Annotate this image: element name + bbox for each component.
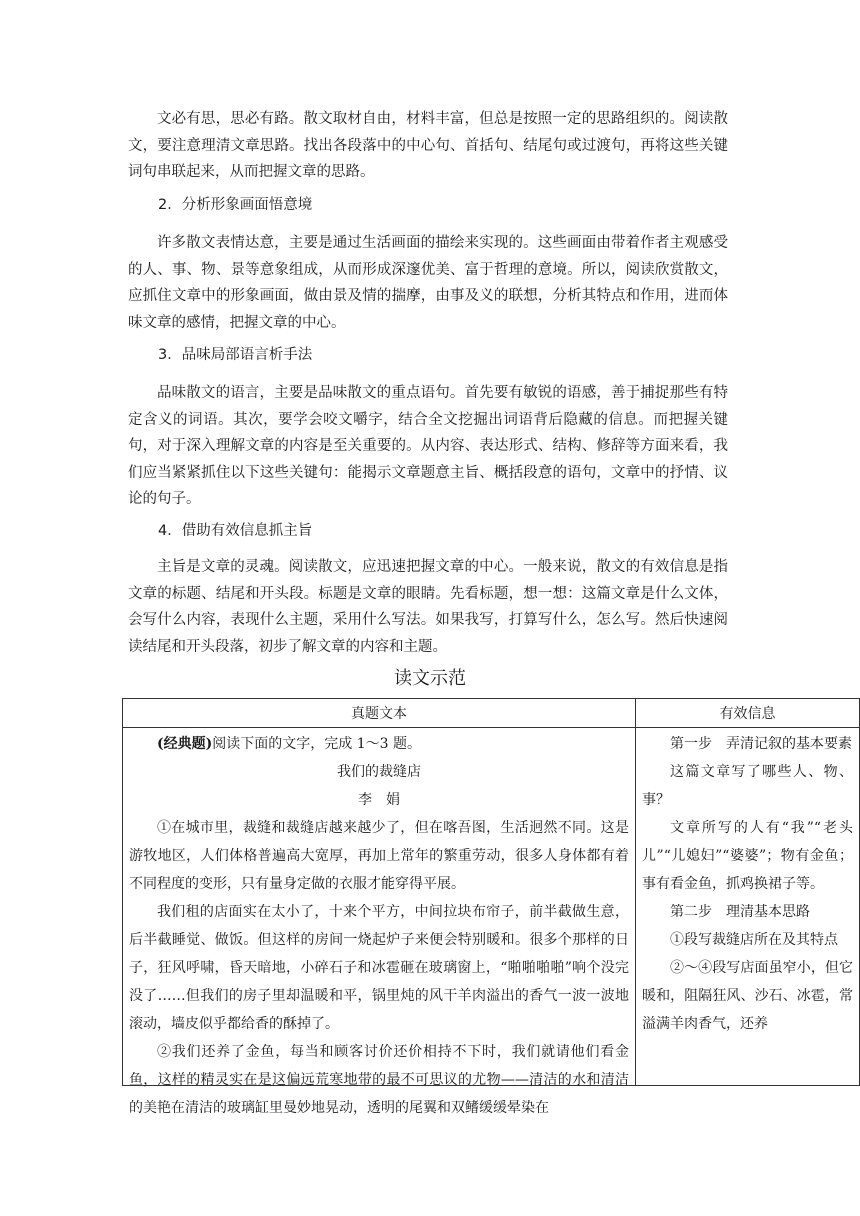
info-answer: 文章所写的人有“我”“老头儿”“儿媳妇”“婆婆”；物有金鱼；事有看金鱼，抓鸡换裙子等。: [642, 820, 853, 892]
question-text: 阅读下面的文字，完成 1～3 题。: [212, 736, 421, 752]
essay-paragraph: 我们租的店面实在太小了，十来个平方，中间拉块布帘子，前半截做生意，后半截睡觉、做饭。但这样的房间一烧起炉子来便会特别暖和。很多个那样的日子，狂风呼啸，昏天暗地，小碎石子和冰雹砸在玻璃窗上，“啪啪啪啪”响个没完没了……但我们的房子里却温暖和平，锅里炖的风干羊肉溢出的香气一波一波地滚动，墙皮似乎都给香的酥掉了。: [129, 904, 629, 1032]
info-para-2-4: ②～④段写店面虽窄小，但它暖和，阻隔狂风、沙石、冰雹，常溢满羊肉香气，还养: [642, 960, 853, 1032]
section-title: 读文示范: [394, 668, 466, 689]
header-effective-info: 有效信息: [636, 699, 860, 728]
essay-author: 李 娟: [358, 792, 400, 808]
method-4-text: 主旨是文章的灵魂。阅读散文，应迅速把握文章的中心。一般来说，散文的有效信息是指文章的标题、结尾和开头段。标题是文章的眼睛。先看标题，想一想：这篇文章是什么文体，会写什么内容，表现什么主题，采用什么写法。如果我写，打算写什么，怎么写。然后快速阅读结尾和开头段落，初步了解文章的内容和主题。: [128, 559, 728, 655]
info-step-1: 第一步 弄清记叙的基本要素: [670, 736, 852, 752]
reading-demo-table: [122, 698, 860, 1116]
essay-paragraph: ①在城市里，裁缝和裁缝店越来越少了，但在喀吾图，生活迥然不同。这是游牧地区，人们体格普遍高大宽厚，再加上常年的繁重劳动，很多人身体都有着不同程度的变形，只有量身定做的衣服才能穿得平展。: [129, 820, 629, 892]
effective-info-cell: [636, 728, 860, 1086]
essay-paragraph: ②我们还养了金鱼，每当和顾客讨价还价相持不下时，我们就请他们看金鱼，这样的精灵实在是这偏远荒寒地带的最不可思议的尤物——清洁的水和清洁的美艳在清洁的玻璃缸里曼妙地晃动，透明的尾翼和双鳍缓缓晕染在: [129, 1044, 629, 1116]
table-header-row: [123, 699, 860, 728]
intro-paragraph: 文必有思，思必有路。散文取材自由，材料丰富，但总是按照一定的思路组织的。阅读散文，要注意理清文章思路。找出各段落中的中心句、首括句、结尾句或过渡句，再将这些关键词句串联起来，从而把握文章的思路。: [128, 111, 728, 180]
method-4-heading: 4．借助有效信息抓主旨: [158, 523, 313, 539]
original-text-cell: [123, 728, 636, 1116]
method-2-heading: 2．分析形象画面悟意境: [158, 197, 313, 213]
method-3-heading: 3．品味局部语言析手法: [158, 347, 313, 363]
method-3-text: 品味散文的语言，主要是品味散文的重点语句。首先要有敏锐的语感，善于捕捉那些有特定含义的词语。其次，要学会咬文嚼字，结合全文挖掘出词语背后隐藏的信息。而把握关键句，对于深入理解文章的内容是至关重要的。从内容、表达形式、结构、修辞等方面来看，我们应当紧紧抓住以下这些关键句：能揭示文章题意主旨、概括段意的语句，文章中的抒情、议论的句子。: [128, 385, 728, 507]
essay-title: 我们的裁缝店: [337, 764, 421, 780]
question-tag: (经典题): [157, 736, 213, 752]
table-body-row: [123, 728, 860, 1086]
info-question: 这篇文章写了哪些人、物、事？: [642, 764, 853, 808]
method-2-text: 许多散文表情达意，主要是通过生活画面的描绘来实现的。这些画面由带着作者主观感受的人、事、物、景等意象组成，从而形成深邃优美、富于哲理的意境。所以，阅读欣赏散文，应抓住文章中的形象画面，做由景及情的揣摩，由事及义的联想，分析其特点和作用，进而体味文章的感情，把握文章的中心。: [128, 235, 728, 331]
info-para-1: ①段写裁缝店所在及其特点: [670, 932, 838, 948]
question-prompt: [129, 730, 629, 758]
header-original-text: 真题文本: [123, 699, 636, 728]
info-step-2: 第二步 理清基本思路: [670, 904, 810, 920]
